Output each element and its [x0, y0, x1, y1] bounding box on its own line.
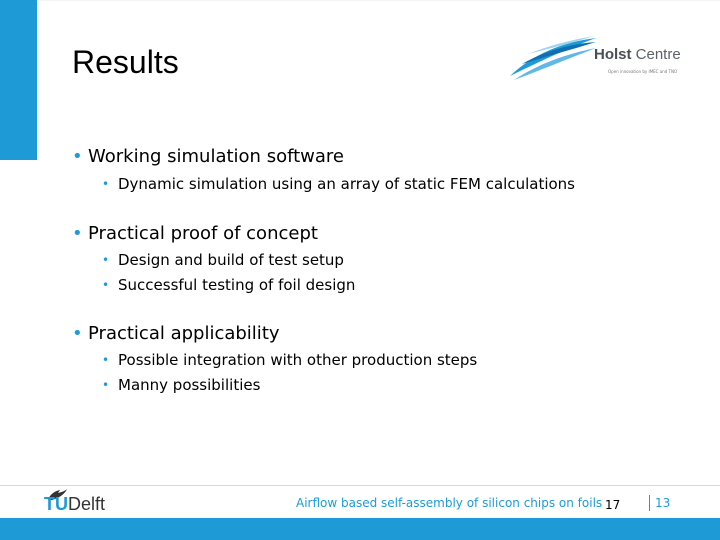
- footer-separator: [649, 495, 650, 511]
- bullet-text: Practical applicability: [88, 323, 280, 344]
- footer-date: 17: [605, 498, 621, 512]
- footer-bar: [0, 518, 720, 540]
- bullet-dot: •: [72, 223, 83, 244]
- sub-bullet-dot: •: [102, 278, 110, 292]
- bullet-text: Practical proof of concept: [88, 223, 318, 244]
- sub-bullet-item: [72, 373, 692, 398]
- bullet-dot: •: [72, 146, 83, 167]
- sub-bullet-item: [72, 248, 692, 273]
- bullet-item: [72, 145, 692, 169]
- sub-bullet-text: Dynamic simulation using an array of static FEM calculations: [118, 175, 575, 193]
- sub-bullet-item: [72, 273, 692, 298]
- bullet-dot: •: [72, 323, 83, 344]
- sub-bullet-item: [72, 348, 692, 373]
- sub-bullet-text: Design and build of test setup: [118, 251, 344, 269]
- tu-letters: TU: [44, 494, 68, 514]
- bullet-list: [72, 145, 692, 398]
- bullet-text: Working simulation software: [88, 146, 344, 167]
- tu-delft-wordmark: [44, 494, 105, 515]
- sub-bullet-text: Manny possibilities: [118, 376, 261, 394]
- footer-page-number: 13: [655, 496, 671, 510]
- accent-bar: [0, 0, 37, 160]
- bullet-group-2: [72, 222, 692, 298]
- slide-title: Results: [72, 44, 179, 80]
- bullet-group-3: [72, 322, 692, 398]
- tu-delft-logo: [44, 488, 124, 518]
- sub-bullet-dot: •: [102, 378, 110, 392]
- sub-bullet-item: [72, 172, 692, 197]
- holst-name-light: Centre: [631, 46, 681, 63]
- footer-rule: [0, 485, 720, 486]
- footer-presentation-title: Airflow based self-assembly of silicon chips on foils: [296, 496, 603, 510]
- delft-letters: Delft: [68, 494, 106, 514]
- sub-bullet-dot: •: [102, 177, 110, 191]
- sub-bullet-dot: •: [102, 353, 110, 367]
- sub-bullet-text: Possible integration with other production steps: [118, 351, 478, 369]
- bullet-group-1: [72, 145, 692, 197]
- sub-bullet-text: Successful testing of foil design: [118, 276, 356, 294]
- bullet-item: [72, 222, 692, 246]
- holst-tagline: Open innovation by IMEC and TNO: [608, 69, 678, 74]
- swoosh-icon: [508, 34, 598, 84]
- bullet-item: [72, 322, 692, 346]
- holst-centre-name: [594, 46, 681, 63]
- header-rule: [37, 0, 720, 1]
- holst-centre-logo: [508, 34, 684, 84]
- holst-name-bold: Holst: [594, 46, 632, 63]
- sub-bullet-dot: •: [102, 253, 110, 267]
